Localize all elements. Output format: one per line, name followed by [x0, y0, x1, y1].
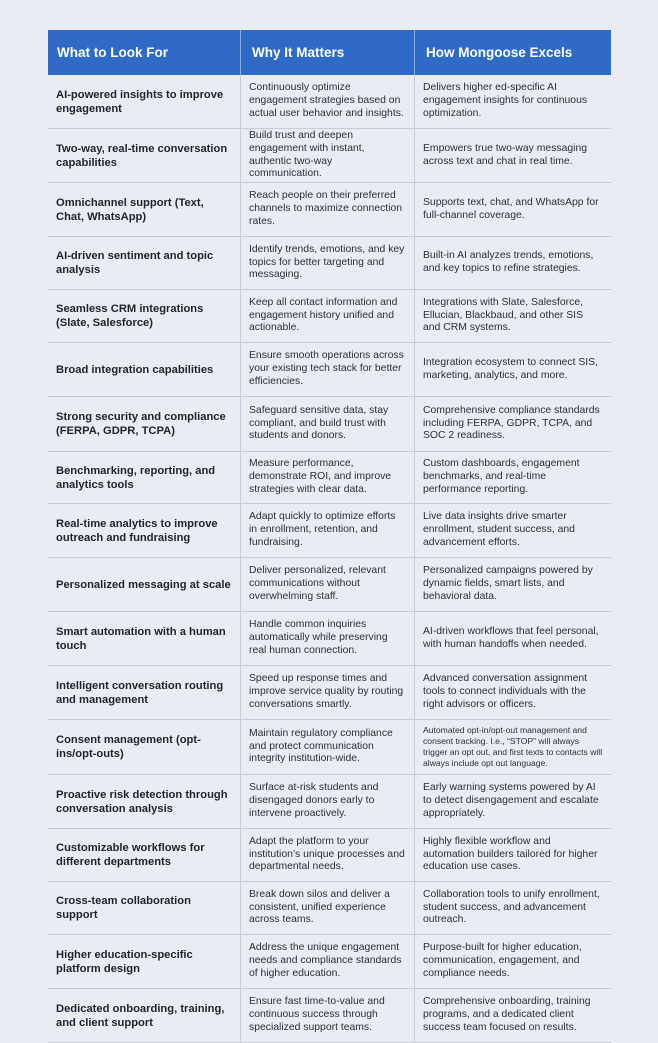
why-cell: Adapt quickly to optimize efforts in enrollment, retention, and fundraising. [241, 504, 415, 557]
feature-cell: Two-way, real-time conversation capabilities [48, 129, 241, 182]
how-cell: Collaboration tools to unify enrollment, student success, and advancement outreach. [423, 888, 600, 926]
why-cell: Ensure fast time-to-value and continuous success through specialized support teams. [241, 989, 415, 1042]
table-row [48, 612, 611, 666]
header-what-to-look-for: What to Look For [48, 30, 241, 75]
why-cell: Identify trends, emotions, and key topics for better targeting and messaging. [241, 237, 415, 289]
why-cell: Maintain regulatory compliance and protect communication integrity institution-wide. [241, 720, 415, 774]
why-cell: Deliver personalized, relevant communications without overwhelming staff. [241, 558, 415, 611]
feature-cell: Seamless CRM integrations (Slate, Salesforce) [48, 290, 241, 342]
why-cell: Address the unique engagement needs and compliance standards of higher education. [241, 935, 415, 988]
table-row [48, 935, 611, 989]
table-row [48, 558, 611, 612]
why-cell: Build trust and deepen engagement with instant, authentic two-way communication. [241, 129, 415, 182]
comparison-table [48, 30, 611, 1043]
table-row [48, 397, 611, 452]
feature-cell: Strong security and compliance (FERPA, GDPR, TCPA) [48, 397, 241, 451]
table-row [48, 237, 611, 290]
how-cell: Comprehensive onboarding, training programs, and a dedicated client success team focused on results. [423, 996, 591, 1033]
how-cell: Highly flexible workflow and automation builders tailored for higher education use cases. [423, 835, 598, 873]
why-cell: Measure performance, demonstrate ROI, and improve strategies with clear data. [241, 452, 415, 503]
table-row [48, 829, 611, 882]
feature-cell: Personalized messaging at scale [48, 558, 241, 611]
header-why-it-matters: Why It Matters [241, 30, 415, 75]
how-cell: Built-in AI analyzes trends, emotions, and key topics to refine strategies. [423, 250, 594, 274]
table-row [48, 343, 611, 397]
feature-cell: Intelligent conversation routing and management [48, 666, 241, 719]
why-cell: Keep all contact information and engagement history unified and actionable. [241, 290, 415, 342]
feature-cell: Benchmarking, reporting, and analytics tools [48, 452, 241, 503]
table-row [48, 129, 611, 183]
feature-cell: Cross-team collaboration support [48, 882, 241, 934]
why-cell: Safeguard sensitive data, stay compliant, and build trust with students and donors. [241, 397, 415, 451]
how-cell: Personalized campaigns powered by dynamic fields, smart lists, and behavioral data. [423, 565, 593, 602]
table-row [48, 452, 611, 504]
table-row [48, 290, 611, 343]
how-cell: Supports text, chat, and WhatsApp for full-channel coverage. [423, 196, 599, 221]
why-cell: Speed up response times and improve service quality by routing conversations smartly. [241, 666, 415, 719]
why-cell: Continuously optimize engagement strategies based on actual user behavior and insights. [241, 75, 415, 128]
feature-cell: AI-driven sentiment and topic analysis [48, 237, 241, 289]
why-cell: Reach people on their preferred channels to maximize connection rates. [241, 183, 415, 236]
table-row [48, 720, 611, 775]
table-row [48, 75, 611, 129]
feature-cell: Higher education-specific platform design [48, 935, 241, 988]
table-row [48, 504, 611, 558]
feature-cell: Consent management (opt-ins/opt-outs) [48, 720, 241, 774]
table-row [48, 666, 611, 720]
feature-cell: Real-time analytics to improve outreach and fundraising [48, 504, 241, 557]
why-cell: Ensure smooth operations across your existing tech stack for better efficiencies. [241, 343, 415, 396]
how-cell: Delivers higher ed-specific AI engagement insights for continuous optimization. [423, 82, 588, 119]
how-cell: Live data insights drive smarter enrollment, student success, and advancement efforts. [423, 511, 575, 548]
table-header [48, 30, 611, 75]
feature-cell: Customizable workflows for different departments [48, 829, 241, 881]
why-cell: Handle common inquiries automatically while preserving real human connection. [241, 612, 415, 665]
table-row [48, 183, 611, 237]
how-cell: Purpose-built for higher education, communication, engagement, and compliance needs. [423, 942, 582, 979]
table-row [48, 882, 611, 935]
how-cell: Integration ecosystem to connect SIS, marketing, analytics, and more. [423, 356, 599, 381]
feature-cell: Omnichannel support (Text, Chat, WhatsApp) [48, 183, 241, 236]
feature-cell: Dedicated onboarding, training, and client support [48, 989, 241, 1042]
table-row [48, 989, 611, 1043]
table-body [48, 75, 611, 1043]
feature-cell: AI-powered insights to improve engagement [48, 75, 241, 128]
why-cell: Surface at-risk students and disengaged donors early to intervene proactively. [241, 775, 415, 828]
how-cell: Custom dashboards, engagement benchmarks, and real-time performance reporting. [423, 458, 580, 495]
how-cell: Advanced conversation assignment tools to connect individuals with the right advisors or officers. [423, 673, 588, 710]
how-cell: AI-driven workflows that feel personal, with human handoffs when needed. [423, 625, 599, 650]
how-cell: Automated opt-in/opt-out management and consent tracking. I.e., “STOP” will always trigger an opt out, and first texts to contacts will always include opt out language. [423, 724, 603, 769]
feature-cell: Proactive risk detection through conversation analysis [48, 775, 241, 828]
feature-cell: Smart automation with a human touch [48, 612, 241, 665]
how-cell: Integrations with Slate, Salesforce, Ellucian, Blackbaud, and other SIS and CRM systems. [423, 296, 583, 334]
how-cell: Empowers true two-way messaging across text and chat in real time. [423, 142, 588, 167]
why-cell: Break down silos and deliver a consistent, unified experience across teams. [241, 882, 415, 934]
how-cell: Comprehensive compliance standards including FERPA, GDPR, TCPA, and SOC 2 readiness. [423, 404, 600, 442]
table-row [48, 775, 611, 829]
feature-cell: Broad integration capabilities [48, 343, 241, 396]
how-cell: Early warning systems powered by AI to detect disengagement and escalate appropriately. [423, 782, 599, 819]
header-how-mongoose-excels: How Mongoose Excels [426, 45, 573, 60]
why-cell: Adapt the platform to your institution’s unique processes and departmental needs. [241, 829, 415, 881]
